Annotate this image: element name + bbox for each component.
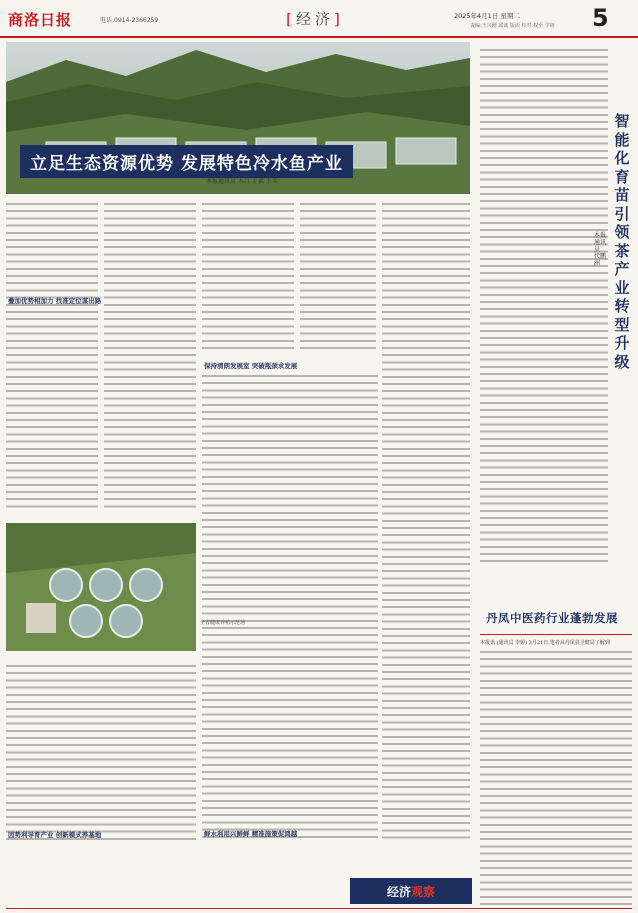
section-title: [经济]	[286, 10, 344, 28]
footer-rule	[6, 908, 632, 909]
divider	[480, 634, 632, 635]
main-headline: 立足生态资源优势 发展特色冷水鱼产业	[20, 145, 353, 178]
body-column	[6, 200, 98, 510]
subhead-2: 保持清朗发展室 突破瓶颈求发展	[204, 362, 298, 370]
right-article	[476, 42, 634, 872]
subhead-4: 鲜水利用兴鲜鲜 精准施策促鸿越	[204, 830, 298, 838]
right-headline: 智能化育苗引领茶产业转型升级	[614, 112, 630, 371]
aerial-photo	[6, 523, 196, 651]
right-body	[480, 46, 608, 566]
masthead-info: 电话:0914-2366259	[100, 17, 159, 24]
body-column	[300, 200, 376, 350]
editors-line: 责编:王兴刚 邱诚 版面 校对:权至 学研	[470, 23, 555, 29]
newspaper-logo: 商洛日报	[8, 11, 73, 29]
body-column	[202, 200, 294, 350]
photo-caption: 全省健康养殖示范场	[200, 620, 246, 626]
second-headline: 丹凤中医药行业蓬勃发展	[486, 611, 618, 625]
body-column	[202, 372, 378, 842]
body-column	[382, 200, 470, 840]
subhead-3: 因势利导育产业 创新模式养基地	[8, 831, 102, 839]
body-column	[104, 200, 196, 510]
issue-date: 2025年4月1日 星期二	[454, 12, 520, 20]
column-logo: 经济观察	[350, 878, 472, 904]
second-body	[480, 648, 632, 910]
page-number: 5	[592, 4, 609, 32]
second-byline: 本报讯 (通讯员 李婷) 3月21日,笔者从丹凤县卫健局了解到	[480, 640, 610, 646]
main-byline: 本报通讯员 木昌 王毅 王美	[206, 178, 278, 185]
masthead	[0, 0, 638, 38]
right-byline: 本报通讯员 代鹏洲	[594, 232, 607, 267]
body-column	[6, 662, 196, 842]
subhead-1: 叠加优势相加力 找准定位谋出路	[8, 297, 102, 305]
